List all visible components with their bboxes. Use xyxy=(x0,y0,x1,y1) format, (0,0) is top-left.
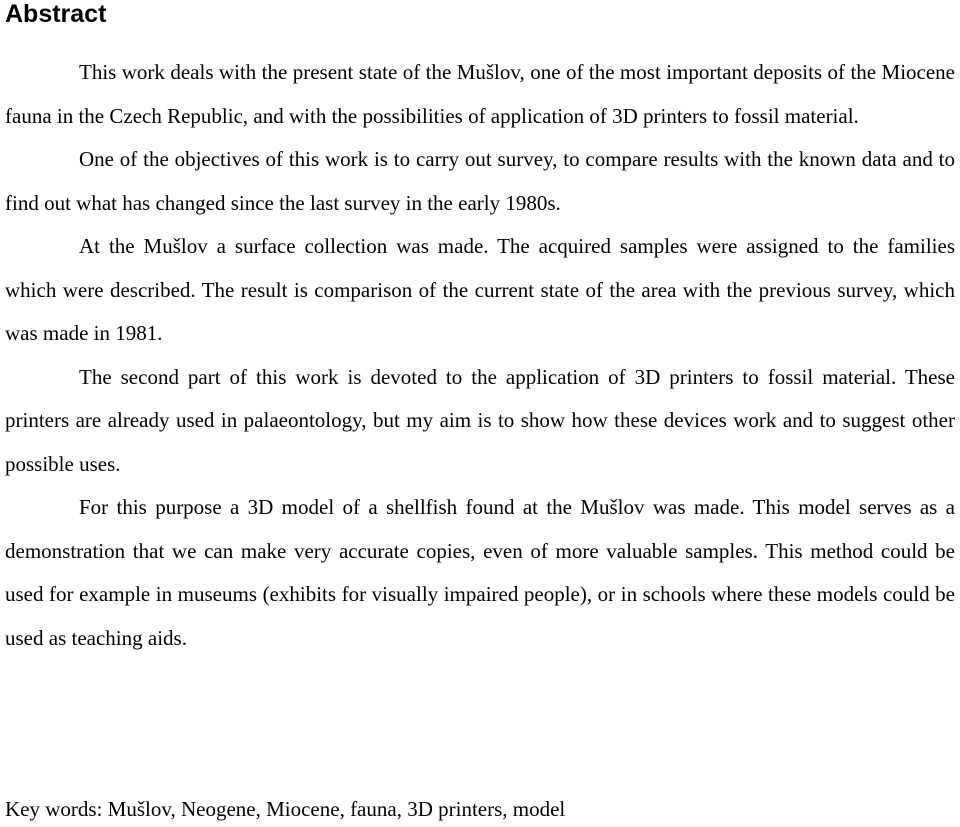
abstract-paragraph: One of the objectives of this work is to carry out survey, to compare results with the known data and to find out what has changed since the last survey in the early 1980s. xyxy=(5,147,955,215)
abstract-paragraph: At the Mušlov a surface collection was made. The acquired samples were assigned to the families which were described. The result is comparison of the current state of the area with the previous survey, which was made in 1981. xyxy=(5,234,955,345)
keywords-line: Key words: Mušlov, Neogene, Miocene, fauna, 3D printers, model xyxy=(5,797,566,821)
abstract-paragraph: For this purpose a 3D model of a shellfish found at the Mušlov was made. This model serves as a demonstration that we can make very accurate copies, even of more valuable samples. This method could be used for example in museums (exhibits for visually impaired people), or in schools where these models could be used as teaching aids. xyxy=(5,495,955,650)
abstract-paragraph: The second part of this work is devoted to the application of 3D printers to fossil material. These printers are already used in palaeontology, but my aim is to show how these devices work and to suggest other possible uses. xyxy=(5,364,955,476)
abstract-paragraph: This work deals with the present state of the Mušlov, one of the most important deposits of the Miocene fauna in the Czech Republic, and with the possibilities of application of 3D printers to fossil material. xyxy=(5,60,955,128)
abstract-heading: Abstract xyxy=(5,0,107,28)
abstract-body xyxy=(5,51,955,660)
